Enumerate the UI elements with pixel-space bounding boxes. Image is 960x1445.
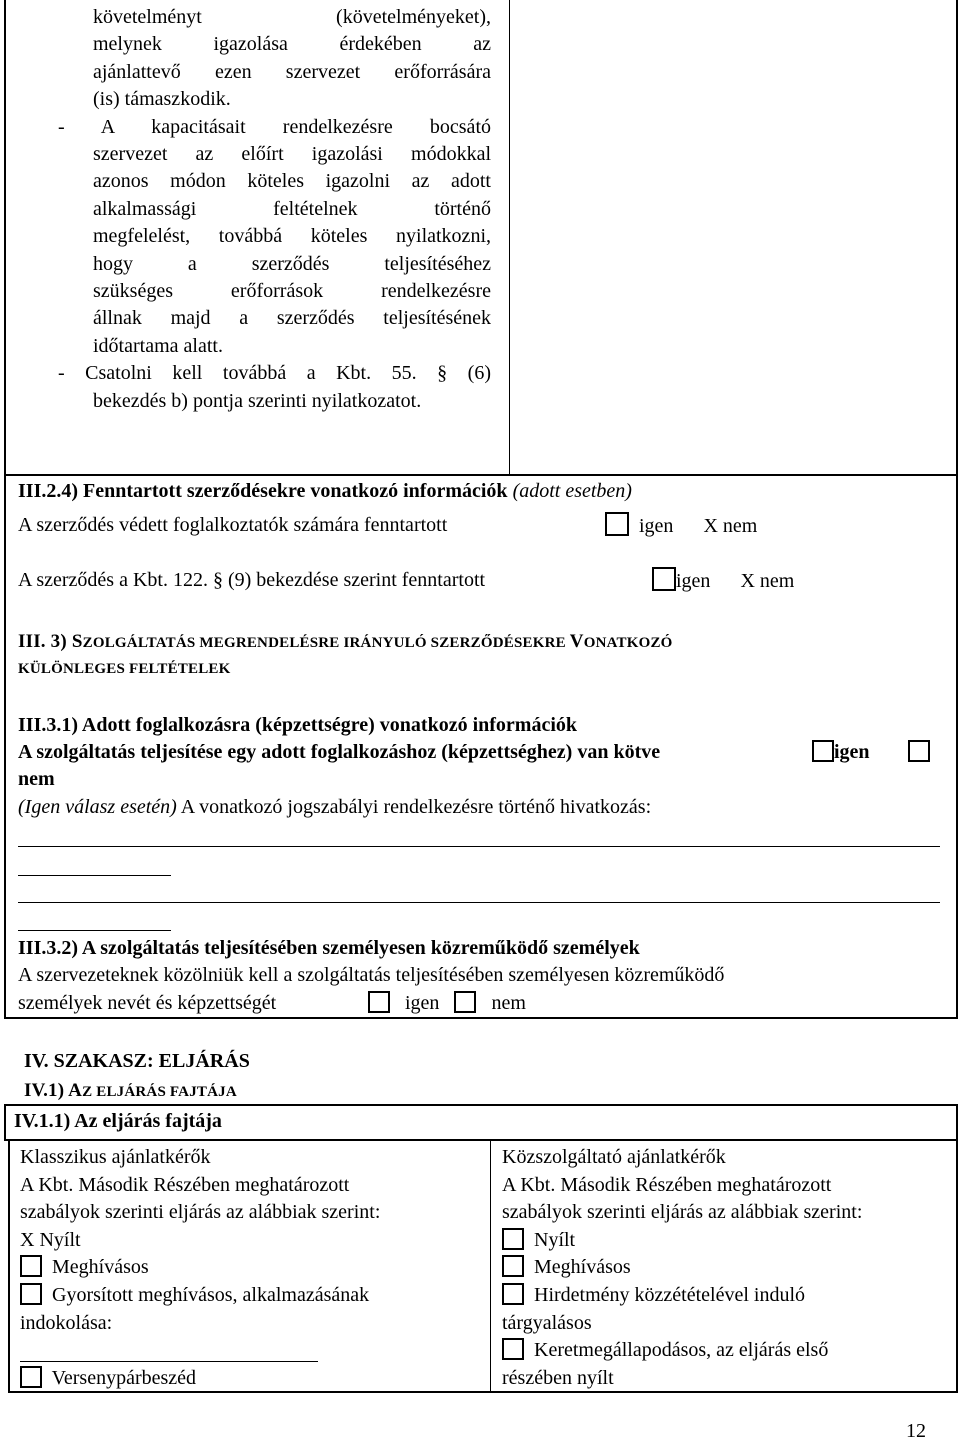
igen-checkbox[interactable] bbox=[605, 512, 629, 536]
table-left-border bbox=[4, 0, 6, 474]
section-iii-3-title-line2: KÜLÖNLEGES FELTÉTELEK bbox=[18, 661, 231, 677]
iv-box-bottom bbox=[4, 1139, 958, 1141]
right-col-line1: A Kbt. Második Részében meghatározott bbox=[502, 1174, 832, 1196]
hirdetmeny-checkbox[interactable] bbox=[502, 1283, 524, 1305]
table-middle-border bbox=[509, 0, 510, 474]
reserved-row-1-text: A szerződés védett foglalkoztatók számára fenntartott bbox=[18, 514, 448, 536]
section-iii-2-4-heading: III.2.4) Fenntartott szerződésekre vonatkozó információk (adott esetben) bbox=[18, 480, 632, 502]
left-opt-nyilt: X Nyílt bbox=[20, 1229, 81, 1251]
igen-checkbox[interactable] bbox=[812, 740, 834, 762]
left-col-title: Klasszikus ajánlatkérők bbox=[20, 1146, 211, 1168]
section-iv-1-1-title: IV.1.1) Az eljárás fajtája bbox=[14, 1110, 222, 1132]
section-iii-3-2-line2: személyek nevét és képzettségét bbox=[18, 992, 277, 1014]
left-opt-versenyparbeszed: Versenypárbeszéd bbox=[20, 1365, 196, 1392]
section-iv-title: IV. SZAKASZ: ELJÁRÁS bbox=[24, 1050, 250, 1072]
top-cell-line: állnak majd a szerződés teljesítésének bbox=[93, 307, 491, 330]
section-iii-3-1-line3: (Igen válasz esetén) A vonatkozó jogszabályi rendelkezésre történő hivatkozás: bbox=[18, 796, 652, 818]
top-cell-line: bekezdés b) pontja szerinti nyilatkozatot. bbox=[93, 389, 422, 412]
top-cell-line: alkalmassági feltételnek történő bbox=[93, 197, 491, 220]
frame-bottom-border bbox=[4, 1017, 958, 1019]
meghivasos-checkbox[interactable] bbox=[502, 1255, 524, 1277]
section-iii-3-2-line1: A szervezeteknek közölniük kell a szolgáltatás teljesítésében személyesen közreműködő bbox=[18, 964, 725, 986]
top-cell-line: - A kapacitásait rendelkezésre bocsátó bbox=[58, 115, 491, 138]
top-cell-line: időtartama alatt. bbox=[93, 334, 223, 357]
igen-checkbox[interactable] bbox=[368, 991, 390, 1013]
top-cell-line: (is) támaszkodik. bbox=[93, 88, 231, 111]
right-opt-nyilt: Nyílt bbox=[502, 1227, 575, 1254]
meghivasos-checkbox[interactable] bbox=[20, 1255, 42, 1277]
section-iv-1-title: IV.1) AZ ELJÁRÁS FAJTÁJA bbox=[24, 1080, 237, 1101]
fill-line-4 bbox=[18, 930, 171, 931]
right-col-title: Közszolgáltató ajánlatkérők bbox=[502, 1146, 726, 1168]
top-cell-line: szükséges erőforrások rendelkezésre bbox=[93, 280, 491, 302]
nem-checkbox[interactable] bbox=[908, 740, 930, 762]
nem-checkbox[interactable] bbox=[454, 991, 476, 1013]
left-col-line2: szabályok szerinti eljárás az alábbiak szerint: bbox=[20, 1201, 381, 1223]
top-cell-line: szervezet az előírt igazolási módokkal bbox=[93, 143, 491, 165]
table-right-border bbox=[956, 0, 958, 474]
top-cell-line: - Csatolni kell továbbá a Kbt. 55. § (6) bbox=[58, 362, 491, 385]
cols-right-border bbox=[956, 1141, 958, 1393]
reserved-row-2-options: igen X nem bbox=[652, 567, 794, 595]
iv-box-left bbox=[4, 1104, 6, 1141]
right-opt-hirdetmeny: Hirdetmény közzétételével induló bbox=[502, 1282, 805, 1309]
top-cell-line: megfelelést, továbbá köteles nyilatkozni, bbox=[93, 225, 491, 248]
page-number: 12 bbox=[906, 1420, 926, 1442]
fill-line-3 bbox=[18, 902, 940, 903]
frame-right-border bbox=[956, 474, 958, 1019]
iii-3-1-igen-option: igen bbox=[812, 739, 870, 766]
section-iii-3-2-heading: III.3.2) A szolgáltatás teljesítésében személyesen közreműködő személyek bbox=[18, 937, 640, 959]
left-opt-meghivasos: Meghívásos bbox=[20, 1254, 149, 1281]
right-opt-keretmegallapodas: Keretmegállapodásos, az eljárás első bbox=[502, 1337, 828, 1364]
iv-box-top bbox=[4, 1104, 958, 1106]
cols-middle-border bbox=[490, 1141, 491, 1393]
right-col-line2: szabályok szerinti eljárás az alábbiak szerint: bbox=[502, 1201, 863, 1223]
left-opt-gyorsitott-cont: indokolása: bbox=[20, 1312, 113, 1334]
fill-line-1 bbox=[18, 846, 940, 847]
iii-3-1-nem-checkbox-wrap bbox=[908, 740, 930, 764]
right-opt-hirdetmeny-cont: tárgyalásos bbox=[502, 1312, 592, 1334]
section-iii-3-title: III. 3) SZOLGÁLTATÁS MEGRENDELÉSRE IRÁNYULÓ SZERZŐDÉSEKRE VONATKOZÓ bbox=[18, 631, 673, 652]
left-col-line1: A Kbt. Második Részében meghatározott bbox=[20, 1174, 350, 1196]
reserved-row-1-options: igen X nem bbox=[605, 512, 757, 540]
igen-checkbox[interactable] bbox=[652, 567, 676, 591]
iii-3-1-nem-label: nem bbox=[18, 768, 55, 790]
left-fill-line bbox=[20, 1361, 318, 1362]
top-cell-line: követelményt (követelményeket), bbox=[93, 6, 491, 28]
top-cell-line: hogy a szerződés teljesítéséhez bbox=[93, 252, 491, 275]
iv-box-right bbox=[956, 1104, 958, 1141]
frame-left-border bbox=[4, 474, 6, 1019]
reserved-row-2-text: A szerződés a Kbt. 122. § (9) bekezdése szerint fenntartott bbox=[18, 569, 486, 591]
right-opt-keretmegallapodas-cont: részében nyílt bbox=[502, 1367, 614, 1389]
right-opt-meghivasos: Meghívásos bbox=[502, 1254, 631, 1281]
section-iii-3-1-line1: A szolgáltatás teljesítése egy adott foglalkozáshoz (képzettséghez) van kötve bbox=[18, 741, 661, 763]
top-cell-line: melynek igazolása érdekében az bbox=[93, 33, 491, 56]
top-cell-line: ajánlattevő ezen szervezet erőforrására bbox=[93, 60, 491, 83]
fill-line-2 bbox=[18, 875, 171, 876]
table-divider bbox=[4, 474, 958, 476]
left-opt-gyorsitott: Gyorsított meghívásos, alkalmazásának bbox=[20, 1282, 369, 1309]
versenyparbeszed-checkbox[interactable] bbox=[20, 1366, 42, 1388]
keretmegallapodas-checkbox[interactable] bbox=[502, 1338, 524, 1360]
iii-3-2-options: igen nem bbox=[368, 990, 526, 1017]
top-cell-line: azonos módon köteles igazolni az adott bbox=[93, 170, 491, 193]
gyorsitott-checkbox[interactable] bbox=[20, 1283, 42, 1305]
section-iii-3-1-heading: III.3.1) Adott foglalkozásra (képzettségre) vonatkozó információk bbox=[18, 714, 578, 736]
cols-left-border bbox=[8, 1141, 10, 1393]
nyilt-checkbox[interactable] bbox=[502, 1228, 524, 1250]
